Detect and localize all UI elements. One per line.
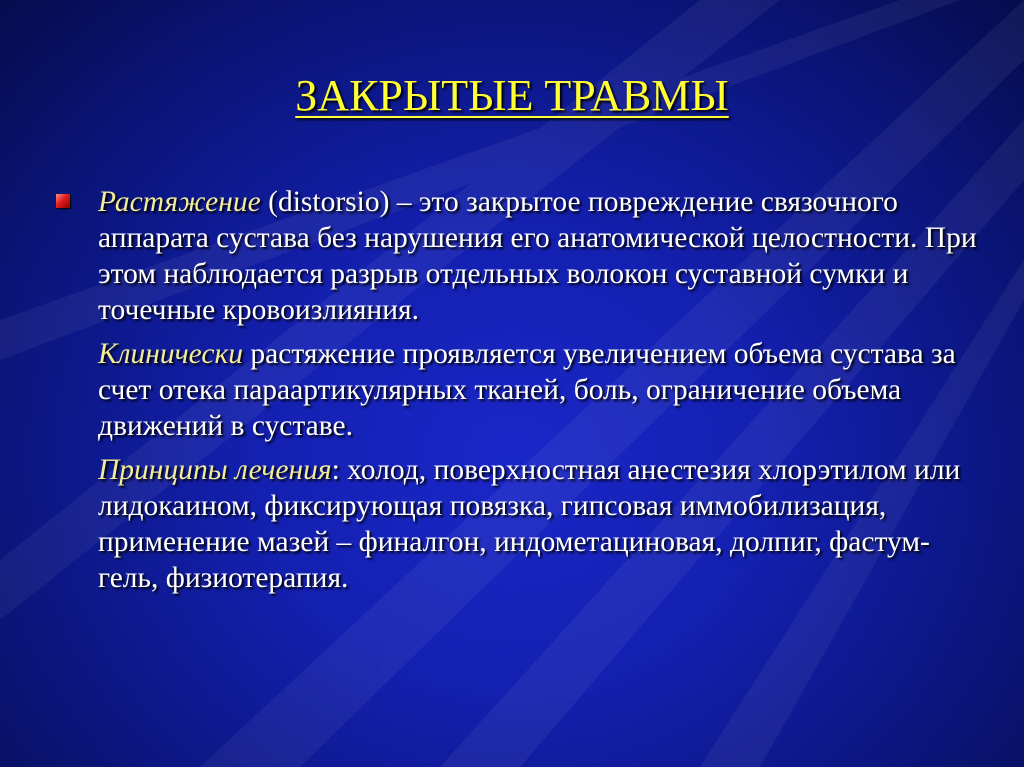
paragraph-clinical-text: растяжение проявляется увеличением объема сустава за счет отека параартикулярных тканей, боль, ограничение объема движений в суставе. [98, 338, 956, 442]
term-sprain: Растяжение [98, 186, 261, 218]
paragraph-clinical [98, 336, 978, 444]
paragraph-treatment-text: : холод, поверхностная анестезия хлорэтилом или лидокаином, фиксирующая повязка, гипсовая иммобилизация, применение мазей – финалгон, индометациновая, долпиг, фастум-гель, физиотерапия. [98, 454, 961, 594]
red-square-bullet-icon [56, 194, 70, 208]
paragraph-treatment [98, 452, 978, 596]
term-clinical: Клинически [98, 338, 244, 370]
paragraph-sprain-text: (distorsio) – это закрытое повреждение связочного аппарата сустава без нарушения его анатомической целостности. При этом наблюдается разрыв отдельных волокон суставной сумки и точечные кровоизлияния. [98, 186, 977, 326]
paragraph-sprain [98, 184, 978, 328]
slide-title: ЗАКРЫТЫЕ ТРАВМЫ [295, 71, 729, 120]
slide-content [98, 184, 978, 604]
term-treatment: Принципы лечения [98, 454, 332, 486]
